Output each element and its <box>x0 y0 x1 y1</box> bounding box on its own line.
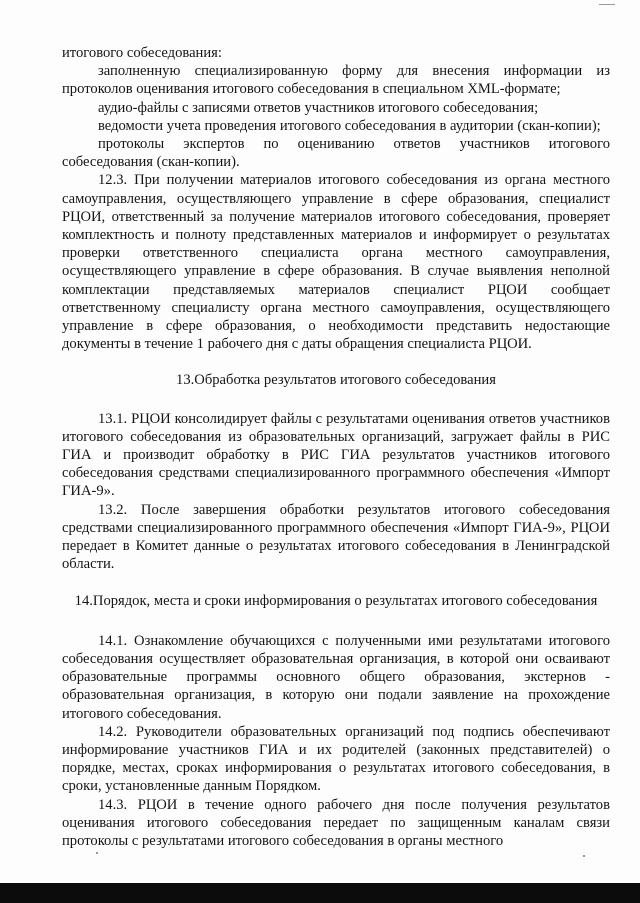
paragraph: ведомости учета проведения итогового собеседования в аудитории (скан-копии); <box>98 117 601 134</box>
paragraph: 14.1. Ознакомление обучающихся с полученными ими результатами итогового собеседования осуществляет образовательная организация, в которой они осваивают образовательные программы основного общего образования, экстернов - образовательная организация, в которую они подали заявление на прохождение итогового собеседования. <box>62 632 610 722</box>
paragraph: 13.1. РЦОИ консолидирует файлы с результатами оценивания ответов участников итогового собеседования из образовательных организаций, загружает файлы в РИС ГИА и производит обработку в РИС ГИА результатов участников итогового собеседования средствами специализированного программного обеспечения «Импорт ГИА-9». <box>62 410 610 500</box>
paragraph: протоколы экспертов по оцениванию ответов участников итогового собеседования (скан-копии). <box>62 136 610 171</box>
scan-speck <box>583 855 585 857</box>
paragraph: 13.2. После завершения обработки результатов итогового собеседования средствами специализированного программного обеспечения «Импорт ГИА-9», РЦОИ передает в Комитет данные о результатах итогового собеседования в Ленинградской области. <box>62 501 610 573</box>
paragraph: 14.2. Руководители образовательных организаций под подпись обеспечивают информирование участников ГИА и их родителей (законных представителей) о порядке, местах, сроках информирования о результатах итогового собеседования, в сроки, установленные данным Порядком. <box>62 723 610 795</box>
section-heading-14: 14.Порядок, места и сроки информирования о результатах итогового собеседования <box>74 593 598 610</box>
scan-corner-mark <box>599 4 615 5</box>
paragraph: аудио-файлы с записями ответов участников итогового собеседования; <box>98 99 539 116</box>
paragraph: 14.3. РЦОИ в течение одного рабочего дня после получения результатов оценивания итогового собеседования передает по защищенным каналам связи протоколы с результатами итогового собеседования в органы местного <box>62 796 610 849</box>
paragraph: заполненную специализированную форму для внесения информации из протоколов оценивания итогового собеседования в специальном XML-формате; <box>62 63 610 98</box>
paragraph: 12.3. При получении материалов итогового собеседования из органа местного самоуправления, осуществляющего управление в сфере образования, специалист РЦОИ, ответственный за получение материалов итогового собеседования, проверяет комплектность и полноту представленных материалов и информирует о результатах проверки ответственного специалиста органа местного самоуправления, осуществляющего управление в сфере образования. В случае выявления неполной комплектации представляемых материалов специалист РЦОИ сообщает ответственному специалисту органа местного самоуправления, осуществляющего управление в сфере образования, о необходимости представить недостающие документы в течение 1 рабочего дня с даты обращения специалиста РЦОИ. <box>62 172 610 353</box>
section-heading-13: 13.Обработка результатов итогового собеседования <box>176 372 496 389</box>
scan-speck <box>96 852 98 854</box>
scan-bottom-edge <box>0 883 640 903</box>
document-body <box>62 44 610 850</box>
paragraph: итогового собеседования: <box>62 45 222 61</box>
